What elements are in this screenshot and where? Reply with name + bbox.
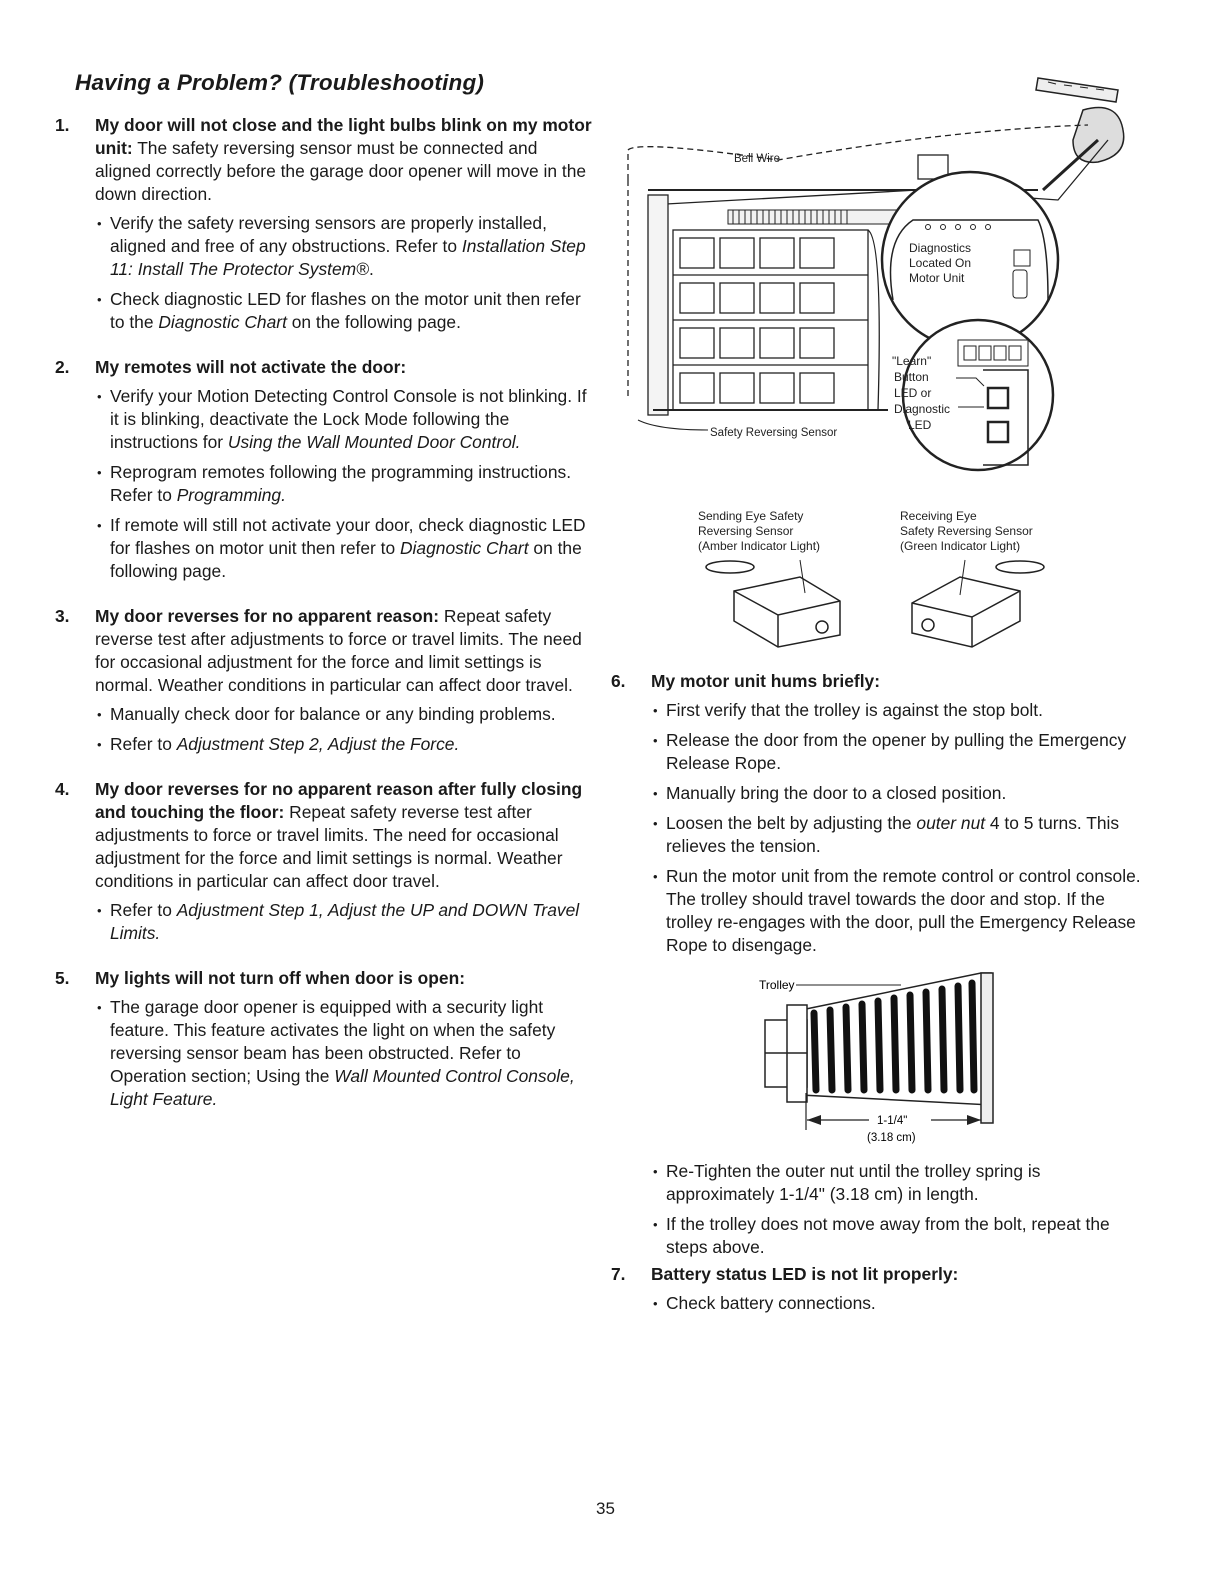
sending-eye-sensor-icon xyxy=(706,560,840,647)
sending-eye-label-3: (Amber Indicator Light) xyxy=(698,539,821,553)
bullet-item: • Verify your Motion Detecting Control Console is not blinking. If it is blinking, deactivate the Lock Mode following the instructions for Using the Wall Mounted Door Control. xyxy=(110,385,595,454)
bullet-item: • First verify that the trolley is against the stop bolt. xyxy=(666,699,1151,722)
trolley-length-label: 1-1/4" xyxy=(877,1115,908,1127)
learn-label-2: Button xyxy=(894,370,929,384)
bullet-list xyxy=(75,703,595,756)
item-heading: My remotes will not activate the door: xyxy=(95,357,407,377)
receiving-eye-label-2: Safety Reversing Sensor xyxy=(900,524,1033,538)
bullet-item: • Loosen the belt by adjusting the outer nut 4 to 5 turns. This relieves the tension. xyxy=(666,812,1151,858)
diagnostics-label-1: Diagnostics xyxy=(909,241,972,255)
item-number: 2. xyxy=(55,357,70,377)
item-text: Repeat safety reverse test after adjustments to force or travel limits. The need for occasional adjustment for the force and limit settings is normal. Weather conditions in particular can affect door travel. xyxy=(95,802,563,891)
safety-sensors-diagram xyxy=(690,505,1070,655)
bullet-item: • Check battery connections. xyxy=(666,1292,1151,1315)
bullet-item: • Refer to Adjustment Step 1, Adjust the UP and DOWN Travel Limits. xyxy=(110,899,595,945)
item-heading: My door reverses for no apparent reason: xyxy=(95,606,440,626)
learn-label-3: LED or xyxy=(894,386,932,400)
item-text: The safety reversing sensor must be connected and aligned correctly before the garage door opener will move in the down direction. xyxy=(95,138,587,204)
diagnostics-label-3: Motor Unit xyxy=(909,271,965,285)
troubleshoot-item-6 xyxy=(611,670,1151,1259)
troubleshoot-item-4 xyxy=(55,778,595,945)
right-column xyxy=(611,670,1151,1337)
opener-rail xyxy=(1036,78,1118,102)
diagnostics-label-2: Located On xyxy=(909,256,972,270)
troubleshoot-item-2 xyxy=(55,356,595,583)
bullet-list xyxy=(631,1292,1151,1315)
page-number: 35 xyxy=(596,1499,615,1518)
learn-label-1: "Learn" xyxy=(892,354,932,368)
trolley-length-cm-label: (3.18 cm) xyxy=(867,1132,916,1144)
bullet-item: • Release the door from the opener by pulling the Emergency Release Rope. xyxy=(666,729,1151,775)
bell-wire-label: Bell Wire xyxy=(734,153,781,165)
troubleshoot-item-3 xyxy=(55,605,595,756)
bullet-list xyxy=(75,996,595,1111)
bell-wire-line xyxy=(628,125,1088,180)
receiving-eye-sensor-icon xyxy=(912,560,1044,647)
bullet-list xyxy=(75,212,595,334)
bullet-item: • Reprogram remotes following the programming instructions. Refer to Programming. xyxy=(110,461,595,507)
item-heading: My lights will not turn off when door is open: xyxy=(95,968,466,988)
trolley-spring-diagram xyxy=(631,965,1151,1150)
item-number: 4. xyxy=(55,779,70,799)
sending-eye-label-1: Sending Eye Safety xyxy=(698,509,804,523)
bullet-list xyxy=(631,699,1151,957)
learn-label-4: Diagnostic xyxy=(894,402,951,416)
bullet-list xyxy=(75,899,595,945)
item-number: 1. xyxy=(55,115,70,135)
item-text: Repeat safety reverse test after adjustments to force or travel limits. The need for occasional adjustment for the force and limit settings is normal. Weather conditions in particular can affect door travel. xyxy=(95,606,582,695)
item-heading: My motor unit hums briefly: xyxy=(651,671,880,691)
bullet-item: • Manually check door for balance or any binding problems. xyxy=(110,703,595,726)
bullet-item: • If the trolley does not move away from the bolt, repeat the steps above. xyxy=(666,1213,1151,1259)
item-number: 6. xyxy=(611,671,626,691)
safety-sensor-label: Safety Reversing Sensor xyxy=(710,427,838,439)
bullet-item: • If remote will still not activate your door, check diagnostic LED for flashes on motor unit then refer to Diagnostic Chart on the following page. xyxy=(110,514,595,583)
bullet-item: • Verify the safety reversing sensors are properly installed, aligned and free of any obstructions. Refer to Installation Step 11: Install The Protector System®. xyxy=(110,212,595,281)
bullet-item: • Re-Tighten the outer nut until the trolley spring is approximately 1-1/4" (3.18 cm) in length. xyxy=(666,1160,1151,1206)
item-heading: My door reverses for no apparent reason after fully closing and touching the floor: xyxy=(95,779,583,822)
page-title: Having a Problem? (Troubleshooting) xyxy=(75,70,485,95)
item-number: 3. xyxy=(55,606,70,626)
sending-eye-label-2: Reversing Sensor xyxy=(698,524,794,538)
bullet-list xyxy=(75,385,595,583)
troubleshoot-item-5 xyxy=(55,967,595,1111)
bullet-item: • Manually bring the door to a closed position. xyxy=(666,782,1151,805)
garage-door-diagram xyxy=(618,70,1158,490)
torsion-spring-icon xyxy=(728,210,898,224)
troubleshoot-item-7 xyxy=(611,1263,1151,1315)
bullet-list-after-figure xyxy=(631,1160,1151,1259)
item-heading: My door will not close and the light bulbs blink on my motor unit: xyxy=(95,115,592,158)
item-heading: Battery status LED is not lit properly: xyxy=(651,1264,959,1284)
item-number: 5. xyxy=(55,968,70,988)
left-column xyxy=(55,114,595,1133)
bullet-item: • Refer to Adjustment Step 2, Adjust the Force. xyxy=(110,733,595,756)
bullet-item: • The garage door opener is equipped with a security light feature. This feature activates the light on when the safety reversing sensor beam has been obstructed. Refer to Operation section; Using the Wall Mounted Control Console, Light Feature. xyxy=(110,996,595,1111)
receiving-eye-label-3: (Green Indicator Light) xyxy=(900,539,1021,553)
item-number: 7. xyxy=(611,1264,626,1284)
troubleshoot-item-1 xyxy=(55,114,595,334)
receiving-eye-label-1: Receiving Eye xyxy=(900,509,977,523)
bullet-item: • Run the motor unit from the remote control or control console. The trolley should travel towards the door and stop. If the trolley re-engages with the door, pull the Emergency Release Rope to disengage. xyxy=(666,865,1151,957)
bullet-item: • Check diagnostic LED for flashes on the motor unit then refer to the Diagnostic Chart on the following page. xyxy=(110,288,595,334)
learn-label-5: LED xyxy=(908,418,932,432)
trolley-label: Trolley xyxy=(759,978,795,992)
